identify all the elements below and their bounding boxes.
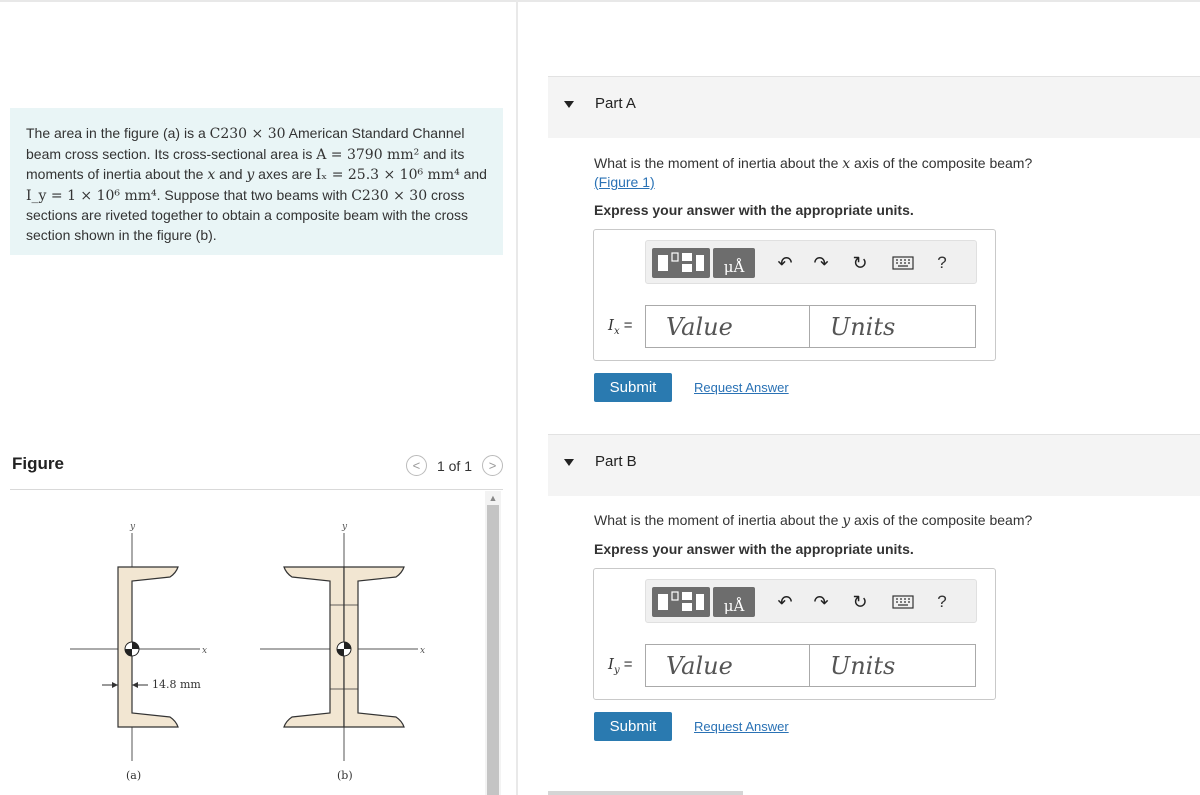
help-icon[interactable]: ? (937, 253, 947, 272)
part-a-question: What is the moment of inertia about the x axis of the composite beam? (Figure 1) (594, 155, 1033, 190)
caret-down-icon (564, 101, 574, 108)
next-figure-button[interactable]: > (482, 455, 503, 476)
keyboard-icon[interactable] (892, 252, 914, 274)
figure-header (10, 450, 503, 490)
left-pane (0, 0, 516, 795)
figure-a-channel (70, 522, 207, 782)
part-b-header[interactable] (548, 434, 1200, 496)
part-a-submit-button[interactable]: Submit (594, 373, 672, 402)
area-eq: A = 3790 mm² (316, 146, 420, 163)
units-input[interactable]: Units (810, 305, 976, 348)
dimension-label: 14.8 mm (152, 678, 201, 691)
math-toolbar (645, 240, 977, 284)
redo-icon[interactable]: ↷ (813, 591, 829, 612)
section-a: C230 × 30 (209, 126, 286, 142)
figure-scrollbar[interactable] (485, 491, 501, 795)
units-button[interactable]: μÅ (713, 587, 755, 617)
caret-down-icon (564, 459, 574, 466)
channel-beam-diagram (10, 491, 485, 795)
part-a-title: Part A (595, 95, 636, 112)
part-a-request-answer-link[interactable]: Request Answer (694, 380, 789, 395)
prev-figure-button[interactable]: < (406, 455, 427, 476)
figure-a-y-label: y (130, 522, 136, 532)
figure-image (10, 491, 485, 795)
ix-variable-label: $I_x$ = (608, 316, 633, 337)
part-b-answer-box (593, 568, 996, 700)
figure-b-y-label: y (342, 522, 348, 532)
units-button[interactable]: μÅ (713, 248, 755, 278)
figure-title: Figure (12, 454, 64, 473)
figure-b-composite (260, 522, 425, 782)
part-b-request-answer-link[interactable]: Request Answer (694, 719, 789, 734)
part-b-instruction: Express your answer with the appropriate units. (594, 541, 914, 557)
templates-icon (652, 587, 710, 617)
part-a-header[interactable] (548, 76, 1200, 138)
horizontal-scrollbar[interactable] (548, 791, 743, 795)
value-input[interactable]: Value (645, 305, 810, 348)
part-a-answer-box (593, 229, 996, 361)
ix-eq: Iₓ = 25.3 × 10⁶ mm⁴ (315, 167, 460, 184)
pane-divider (516, 0, 518, 795)
templates-button[interactable] (652, 248, 710, 278)
part-a-instruction: Express your answer with the appropriate units. (594, 202, 914, 218)
math-toolbar (645, 579, 977, 623)
keyboard-icon[interactable] (892, 591, 914, 613)
scroll-up-icon[interactable]: ▲ (488, 493, 498, 503)
figure-pager (406, 455, 503, 476)
undo-icon[interactable]: ↶ (777, 252, 793, 273)
figure-b-x-label: x (420, 646, 426, 656)
part-b-submit-button[interactable]: Submit (594, 712, 672, 741)
problem-statement: The area in the figure (a) is a C230 × 30 American Standard Channel beam cross section. Its cross-sectional area is A = 3790 mm² and its moments of inertia about the x and y axes are Iₓ = 25.3 × 10⁶ mm⁴ and I_y = 1 × 10⁶ mm⁴. Suppose that two beams with C230 × 30 cross sections are riveted together to obtain a composite beam with the cross section shown in the figure (b). (10, 108, 503, 255)
figure-a-label: (a) (126, 769, 142, 782)
units-input[interactable]: Units (810, 644, 976, 687)
iy-eq: I_y = 1 × 10⁶ mm⁴ (26, 187, 157, 204)
help-icon[interactable]: ? (937, 592, 947, 611)
figure-1-link[interactable]: (Figure 1) (594, 174, 655, 190)
iy-variable-label: $I_y$ = (608, 655, 633, 676)
figure-b-label: (b) (337, 769, 353, 782)
templates-button[interactable] (652, 587, 710, 617)
part-b-title: Part B (595, 453, 637, 470)
reset-icon[interactable]: ↻ (852, 252, 868, 273)
section-b: C230 × 30 (351, 187, 428, 204)
reset-icon[interactable]: ↻ (852, 591, 868, 612)
figure-a-x-label: x (202, 646, 208, 656)
scrollbar-thumb[interactable] (487, 505, 499, 795)
part-b-question: What is the moment of inertia about the y axis of the composite beam? (594, 512, 1033, 529)
redo-icon[interactable]: ↷ (813, 252, 829, 273)
pager-text: 1 of 1 (436, 457, 472, 474)
undo-icon[interactable]: ↶ (777, 591, 793, 612)
value-input[interactable]: Value (645, 644, 810, 687)
templates-icon (652, 248, 710, 278)
